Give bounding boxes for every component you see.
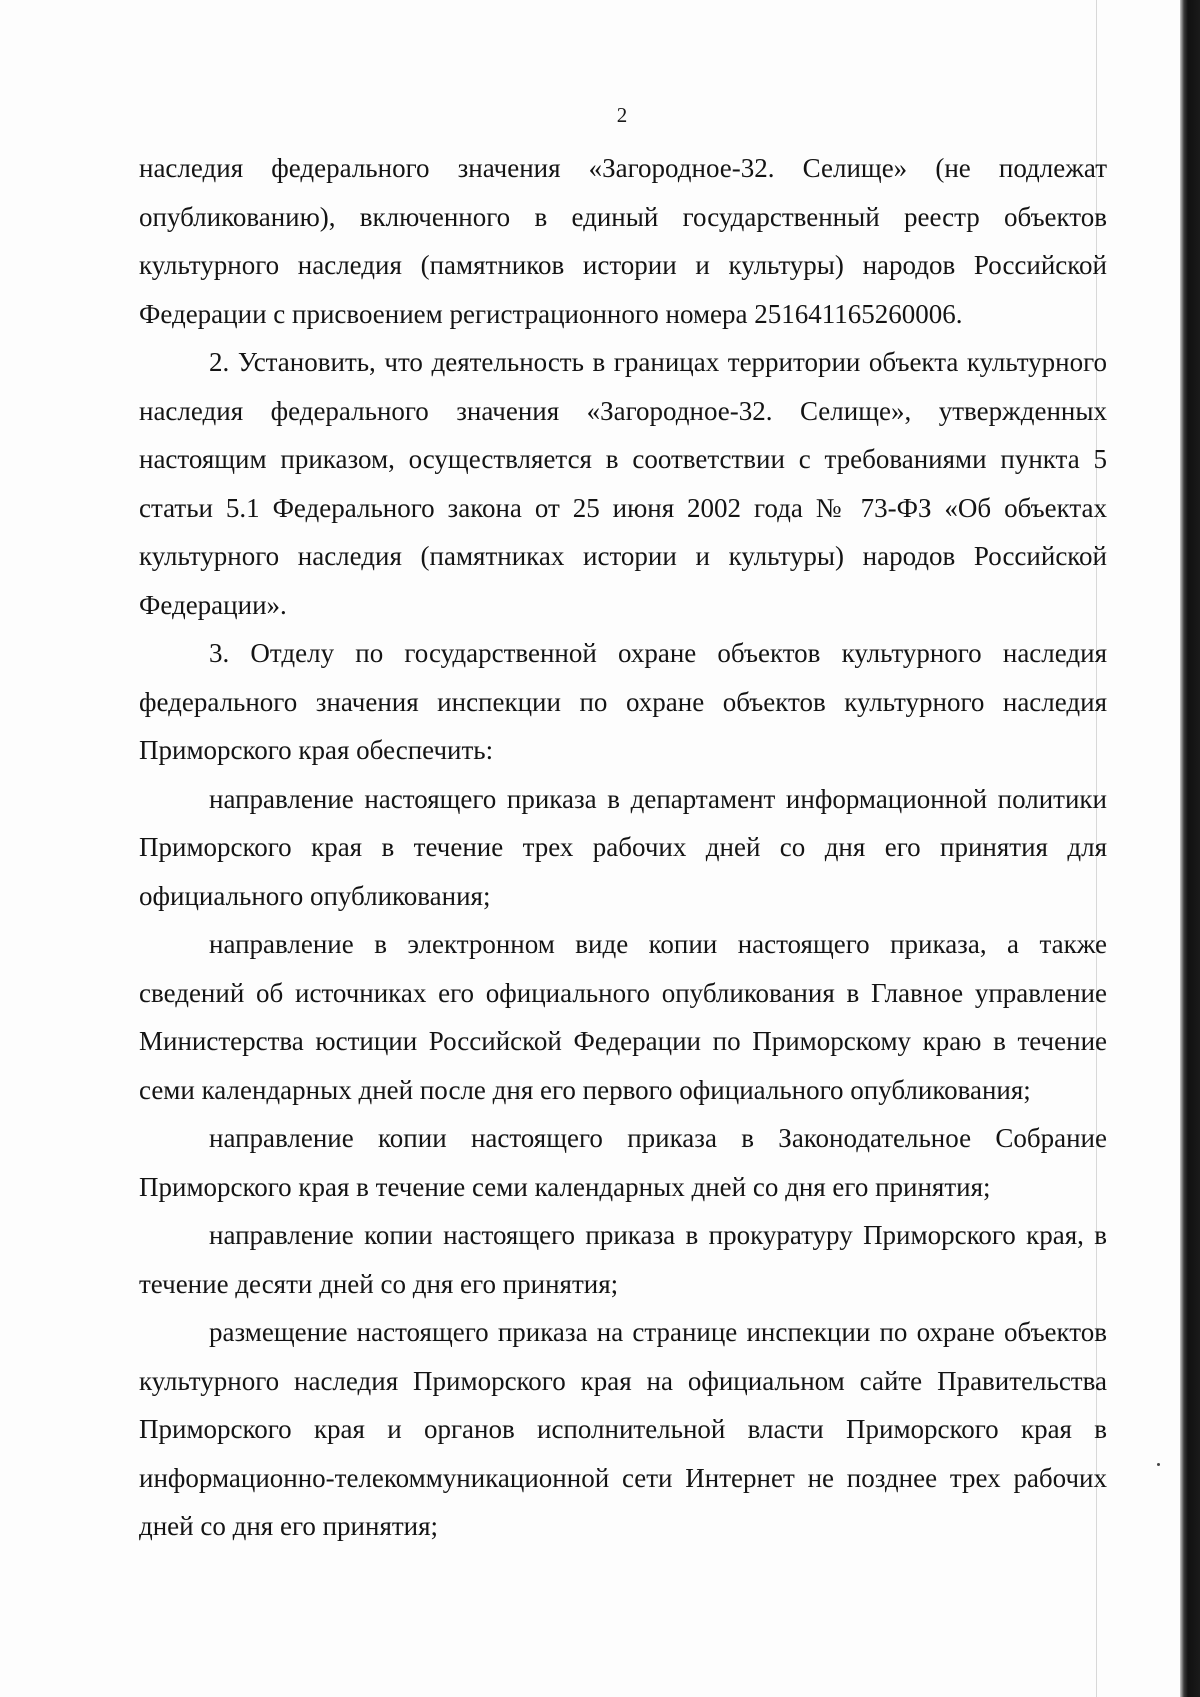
paragraph-item-website: размещение настоящего приказа на странице инспекции по охране объектов культурного наследия Приморского края на официальном сайте Правительства Приморского края и органов исполнительной власти Приморского края в информационно-телекоммуникационной сети Интернет не позднее трех рабочих дней со дня его принятия;: [139, 1317, 1107, 1541]
paragraph-clause-3: 3. Отделу по государственной охране объектов культурного наследия федерального значения инспекции по охране объектов культурного наследия Приморского края обеспечить:: [139, 638, 1107, 765]
scan-edge-shadow: [1180, 0, 1200, 1697]
paragraph-continuation: наследия федерального значения «Загородное-32. Селище» (не подлежат опубликованию), включенного в единый государственный реестр объектов культурного наследия (памятников истории и культуры) народов Российской Федерации с присвоением регистрационного номера 251641165260006.: [139, 153, 1107, 329]
paragraph-item-info-policy: направление настоящего приказа в департамент информационной политики Приморского края в течение трех рабочих дней со дня его принятия для официального опубликования;: [139, 783, 1107, 911]
paragraph-clause-2: 2. Установить, что деятельность в границах территории объекта культурного наследия федерального значения «Загородное-32. Селище», утвержденных настоящим приказом, осуществляется в соответствии с требованиями пункта 5 статьи 5.1 Федерального закона от 25 июня 2002 года № 73-ФЗ «Об объектах культурного наследия (памятниках истории и культуры) народов Российской Федерации».: [139, 347, 1107, 620]
paragraph-item-prosecutor: направление копии настоящего приказа в прокуратуру Приморского края, в течение десяти дней со дня его принятия;: [139, 1220, 1107, 1299]
paragraph-item-legislative-assembly: направление копии настоящего приказа в Законодательное Собрание Приморского края в течение семи календарных дней со дня его принятия;: [139, 1123, 1107, 1202]
scan-speck: [1157, 1463, 1160, 1466]
page-number: 2: [616, 103, 628, 127]
document-body: [139, 144, 1107, 1551]
paragraph-item-ministry-justice: направление в электронном виде копии настоящего приказа, а также сведений об источниках его официального опубликования в Главное управление Министерства юстиции Российской Федерации по Приморскому краю в течение семи календарных дней после дня его первого официального опубликования;: [139, 929, 1107, 1105]
